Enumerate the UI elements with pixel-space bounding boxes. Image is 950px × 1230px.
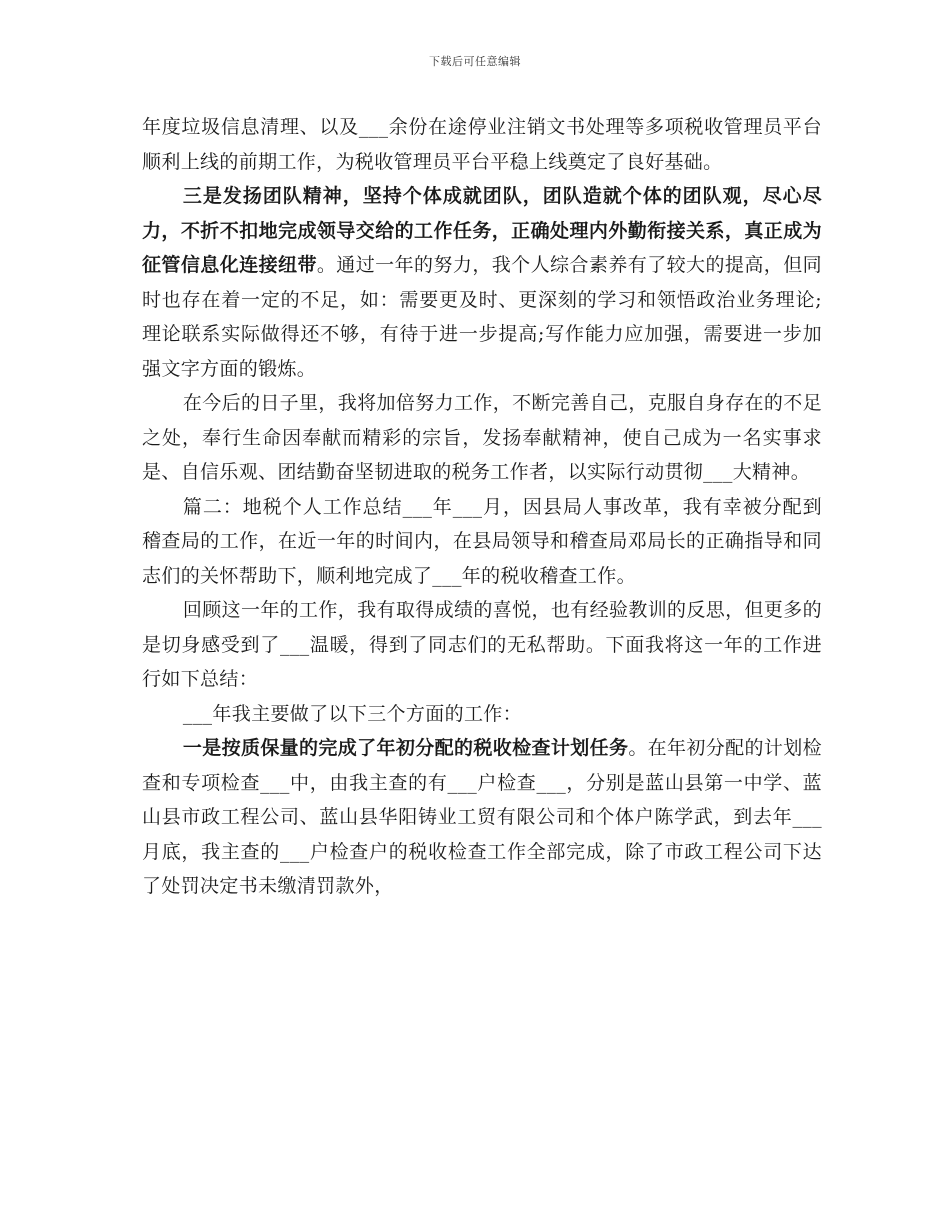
paragraph-2-text: 。通过一年的努力，我个人综合素养有了较大的提高，但同时也存在着一定的不足，如：需要更及时、更深刻的学习和领悟政治业务理论;理论联系实际做得还不够，有待于进一步提高;写作能力应加强，需要进一步加强文字方面的锻炼。	[142, 254, 822, 380]
paragraph-2-bold-lead: 三是发扬团队精神，坚持个体成就团队，团队造就个体的团队观，尽心尽力，不折不扣地完成领导交给的工作任务，正确处理内外勤衔接关系，真正成为征管信息化连接纽带	[142, 185, 822, 276]
paragraph-1-text: 年度垃圾信息清理、以及___余份在途停业注销文书处理等多项税收管理员平台顺利上线的前期工作，为税收管理员平台平稳上线奠定了良好基础。	[142, 116, 822, 173]
paragraph-5	[142, 593, 822, 697]
paragraph-2	[142, 179, 822, 386]
paragraph-3-text: 在今后的日子里，我将加倍努力工作，不断完善自己，克服自身存在的不足之处，奉行生命因奉献而精彩的宗旨，发扬奉献精神，使自己成为一名实事求是、自信乐观、团结勤奋坚韧进取的税务工作者，以实际行动贯彻___大精神。	[142, 392, 822, 483]
paragraph-7-bold-lead: 一是按质保量的完成了年初分配的税收检查计划任务	[182, 737, 629, 759]
paragraph-7	[142, 731, 822, 904]
paragraph-6	[142, 697, 822, 732]
paragraph-4	[142, 490, 822, 594]
paragraph-6-text: ___年我主要做了以下三个方面的工作：	[182, 702, 522, 725]
paragraph-5-text: 回顾这一年的工作，我有取得成绩的喜悦，也有经验教训的反思，但更多的是切身感受到了___温暖，得到了同志们的无私帮助。下面我将这一年的工作进行如下总结：	[142, 599, 822, 690]
page-header: 下载后可任意编辑	[429, 55, 521, 68]
paragraph-3	[142, 386, 822, 490]
document-body	[142, 110, 822, 904]
paragraph-1	[142, 110, 822, 179]
paragraph-4-text: 篇二：地税个人工作总结___年___月，因县局人事改革，我有幸被分配到稽查局的工作，在近一年的时间内，在县局领导和稽查局邓局长的正确指导和同志们的关怀帮助下，顺利地完成了___年的税收稽查工作。	[142, 495, 822, 587]
paragraph-7-text: 。在年初分配的计划检查和专项检查___中，由我主查的有___户检查___，分别是蓝山县第一中学、蓝山县市政工程公司、蓝山县华阳铸业工贸有限公司和个体户陈学武，到去年___月底，我主查的___户检查户的税收检查工作全部完成，除了市政工程公司下达了处罚决定书未缴清罚款外，	[142, 737, 822, 897]
